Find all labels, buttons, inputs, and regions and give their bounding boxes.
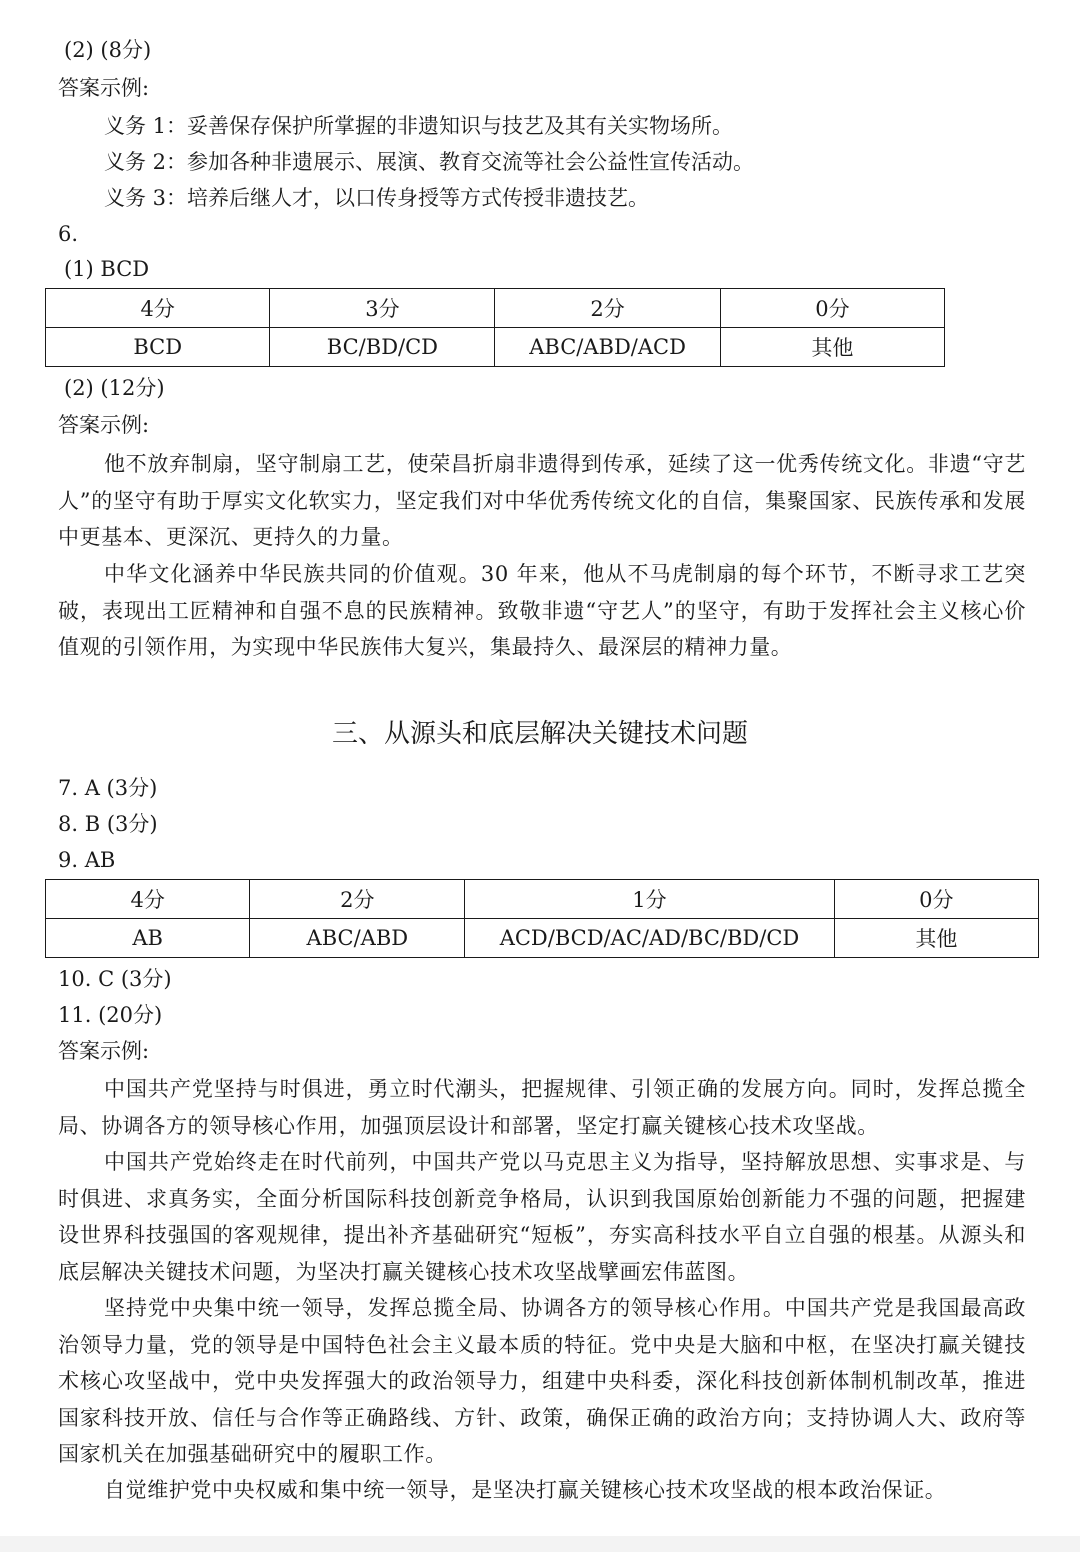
q5-part2-label: (2) (8分) — [64, 38, 152, 62]
q11-label: 11. (20分) — [58, 1003, 163, 1027]
q8-answer: 8. B (3分) — [58, 812, 158, 836]
table-row — [46, 919, 1039, 958]
table-row — [46, 328, 945, 367]
table-header-cell: 4分 — [46, 880, 250, 919]
answer-example-label: 答案示例: — [58, 413, 150, 437]
table-header-cell: 2分 — [495, 289, 720, 328]
q11-answer-paragraph: 坚持党中央集中统一领导，发挥总揽全局、协调各方的领导核心作用。中国共产党是我国最高政治领导力量，党的领导是中国特色社会主义最本质的特征。党中央是大脑和中枢，在坚决打赢关键技术核心攻坚战中，党中央发挥强大的政治领导力，组建中央科委，深化科技创新体制机制改革，推进国家科技开放、信任与合作等正确路线、方针、政策，确保正确的政治方向；支持协调人大、政府等国家机关在加强基础研究中的履职工作。 — [58, 1296, 1026, 1466]
duty-1: 义务 1：妥善保存保护所掌握的非遗知识与技艺及其有关实物场所。 — [104, 114, 734, 138]
duty-3: 义务 3：培养后继人才，以口传身授等方式传授非遗技艺。 — [104, 186, 650, 210]
table-header-cell: 0分 — [834, 880, 1038, 919]
answer-example-label: 答案示例: — [58, 76, 150, 100]
q11-answer-paragraph: 自觉维护党中央权威和集中统一领导，是坚决打赢关键核心技术攻坚战的根本政治保证。 — [104, 1478, 947, 1502]
q6-score-table — [45, 288, 945, 367]
table-header-cell: 4分 — [46, 289, 270, 328]
q6-answer-paragraph: 他不放弃制扇，坚守制扇工艺，使荣昌折扇非遗得到传承，延续了这一优秀传统文化。非遗“守艺人”的坚守有助于厚实文化软实力，坚定我们对中华优秀传统文化的自信，集聚国家、民族传承和发展中更基本、更深沉、更持久的力量。 — [58, 452, 1026, 549]
table-cell: AB — [46, 919, 250, 958]
table-header-cell: 0分 — [720, 289, 944, 328]
table-cell: ACD/BCD/AC/AD/BC/BD/CD — [465, 919, 834, 958]
table-cell: 其他 — [834, 919, 1038, 958]
table-row — [46, 880, 1039, 919]
table-header-cell: 2分 — [250, 880, 465, 919]
table-cell: 其他 — [720, 328, 944, 367]
table-cell: BCD — [46, 328, 270, 367]
table-cell: ABC/ABD/ACD — [495, 328, 720, 367]
section-heading: 三、从源头和底层解决关键技术问题 — [331, 719, 748, 749]
table-header-cell: 3分 — [270, 289, 495, 328]
q11-answer-paragraph: 中国共产党坚持与时俱进，勇立时代潮头，把握规律、引领正确的发展方向。同时，发挥总揽全局、协调各方的领导核心作用，加强顶层设计和部署，坚定打赢关键核心技术攻坚战。 — [58, 1077, 1026, 1138]
q11-answer-paragraph: 中国共产党始终走在时代前列，中国共产党以马克思主义为指导，坚持解放思想、实事求是、与时俱进、求真务实，全面分析国际科技创新竞争格局，认识到我国原始创新能力不强的问题，把握建设世界科技强国的客观规律，提出补齐基础研究“短板”，夯实高科技水平自立自强的根基。从源头和底层解决关键技术问题，为坚决打赢关键核心技术攻坚战擘画宏伟蓝图。 — [58, 1150, 1026, 1284]
q6-number: 6. — [58, 222, 79, 246]
table-cell: ABC/ABD — [250, 919, 465, 958]
q6-part1: (1) BCD — [64, 257, 150, 281]
q6-part2: (2) (12分) — [64, 376, 165, 400]
q9-answer: 9. AB — [58, 848, 116, 872]
q6-answer-paragraph: 中华文化涵养中华民族共同的价值观。30 年来，他从不马虎制扇的每个环节，不断寻求工艺突破，表现出工匠精神和自强不息的民族精神。致敬非遗“守艺人”的坚守，有助于发挥社会主义核心价值观的引领作用，为实现中华民族伟大复兴，集最持久、最深层的精神力量。 — [58, 562, 1026, 659]
q10-answer: 10. C (3分) — [58, 967, 172, 991]
table-cell: BC/BD/CD — [270, 328, 495, 367]
q7-answer: 7. A (3分) — [58, 776, 158, 800]
table-row — [46, 289, 945, 328]
duty-2: 义务 2：参加各种非遗展示、展演、教育交流等社会公益性宣传活动。 — [104, 150, 755, 174]
answer-example-label: 答案示例: — [58, 1039, 150, 1063]
page-bottom-edge — [0, 1536, 1080, 1552]
q9-score-table — [45, 879, 1039, 958]
table-header-cell: 1分 — [465, 880, 834, 919]
